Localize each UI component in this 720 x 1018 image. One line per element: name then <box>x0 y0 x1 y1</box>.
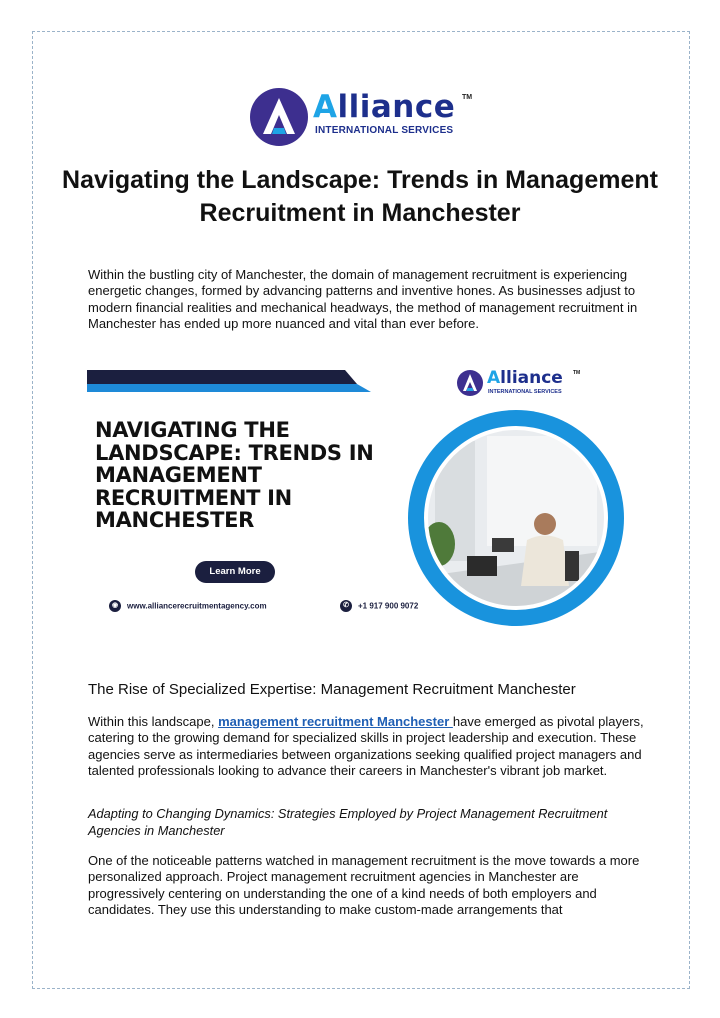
banner-logo-wordmark: Alliance <box>487 368 563 388</box>
banner-headline: NAVIGATING THE LANDSCAPE: TRENDS IN MANAGEMENT RECRUITMENT IN MANCHESTER <box>95 418 374 532</box>
logo-wordmark: Alliance <box>313 89 456 125</box>
document-title: Navigating the Landscape: Trends in Management Recruitment in Manchester <box>62 166 658 227</box>
logo-trademark: TM <box>462 94 473 101</box>
section-paragraph-1 <box>88 714 648 779</box>
website-contact <box>109 600 267 614</box>
banner-logo <box>455 368 595 398</box>
alliance-logo[interactable] <box>250 88 480 146</box>
article-banner-image <box>87 366 637 632</box>
learn-more-button[interactable]: Learn More <box>195 561 275 583</box>
banner-logo-mark-icon <box>457 370 483 396</box>
p1-before-text: Within this landscape, <box>88 714 219 729</box>
section-paragraph-2: One of the noticeable patterns watched in management recruitment is the move towards a more personalized approach. Project management recruitment agencies in Manchester are progressively centering on understanding the one of a kind needs of both employers and candidates. They use this understanding to make custom-made arrangements that <box>88 853 640 917</box>
globe-icon: ◉ <box>109 600 121 612</box>
banner-logo-subtitle: INTERNATIONAL SERVICES <box>488 389 562 395</box>
section-heading: The Rise of Specialized Expertise: Management Recruitment Manchester <box>88 681 576 698</box>
p1-after-text: have emerged as pivotal players, catering to the growing demand for specialized skills in project leadership and execution. These agencies serve as intermediaries between organizations seeking qualified project managers and talented professionals looking to advance their careers in Manchester's vibrant job market. <box>88 714 644 778</box>
intro-paragraph: Within the bustling city of Manchester, the domain of management recruitment is experiencing energetic changes, formed by advancing patterns and inventive hones. As businesses adjust to modern financial realities and mechanical headways, the method of management recruitment in Manchester has ended up more nuanced and vital than ever before. <box>88 267 638 331</box>
banner-navy-stripe <box>87 370 357 384</box>
section-subheading: Adapting to Changing Dynamics: Strategies Employed by Project Management Recruitment Agencies in Manchester <box>88 806 608 838</box>
banner-logo-trademark: TM <box>573 370 581 376</box>
phone-contact <box>340 600 418 614</box>
logo-subtitle: INTERNATIONAL SERVICES <box>315 125 454 136</box>
alliance-a-logo-icon <box>250 88 308 146</box>
management-recruitment-link[interactable]: management recruitment Manchester <box>218 714 453 729</box>
phone-text: +1 917 900 9072 <box>358 601 419 611</box>
phone-icon: ✆ <box>340 600 352 612</box>
banner-blue-stripe <box>87 384 371 392</box>
website-text: www.alliancerecruitmentagency.com <box>127 601 267 611</box>
